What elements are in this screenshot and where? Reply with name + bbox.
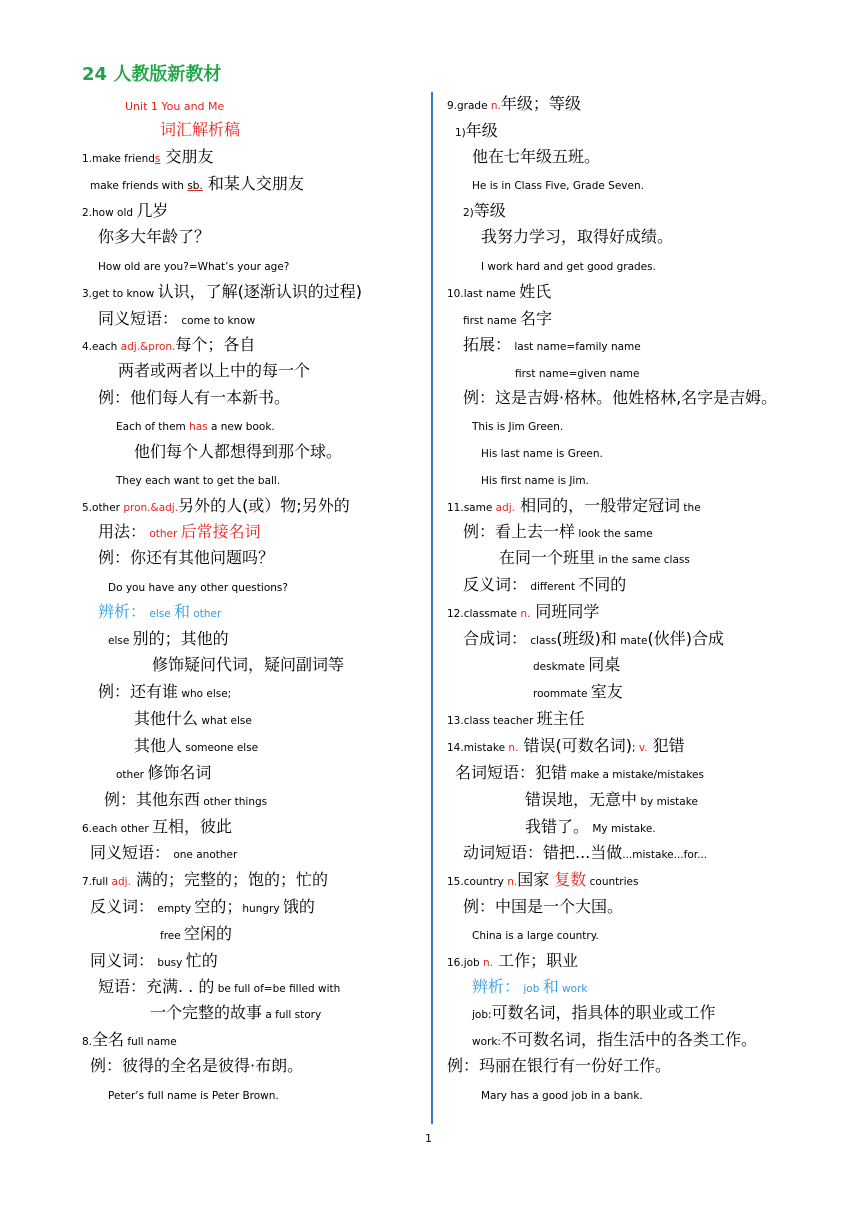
text-segment: 两者或两者以上中的每一个 (118, 361, 311, 380)
right-entry-line (499, 550, 690, 566)
page-title: 24 人教版新教材 (82, 64, 222, 85)
text-segment: 8. (82, 1036, 93, 1048)
text-segment: 另外的人(或）物;另外的 (178, 496, 350, 515)
text-segment: 不同的 (578, 575, 627, 594)
left-entry-line (98, 311, 255, 327)
left-entry-line (98, 257, 289, 273)
text-segment: 忙的 (185, 951, 218, 970)
text-segment: 例：看上去一样 (463, 522, 576, 541)
text-segment: other things (200, 796, 268, 808)
right-entry-line (447, 96, 581, 112)
text-segment: 每个；各自 (175, 335, 256, 354)
text-segment: 辨析： (98, 602, 147, 621)
page-number: 1 (425, 1132, 432, 1145)
left-entry-line (104, 792, 267, 808)
text-segment: work (558, 983, 588, 995)
left-entry-line (82, 149, 213, 165)
right-entry-line (463, 337, 641, 353)
text-segment: 国家 (517, 870, 550, 889)
text-segment: look the same (575, 528, 653, 540)
right-entry-line (463, 390, 777, 406)
left-entry-line (82, 203, 168, 219)
right-entry-line (447, 738, 685, 754)
text-segment: class (527, 635, 557, 647)
text-segment: 空的； (194, 897, 243, 916)
text-segment: different (527, 581, 579, 593)
left-entry-line (108, 578, 288, 594)
text-segment: 2.how old (82, 207, 137, 219)
right-entry-line (463, 899, 623, 915)
text-segment: 年级 (465, 121, 498, 140)
left-entry-line (90, 845, 237, 861)
text-segment: (伙伴)合成 (647, 629, 724, 648)
text-segment: His last name is Green. (481, 448, 603, 460)
left-entry-line (116, 765, 211, 781)
right-entry-line (472, 926, 599, 942)
text-segment: pron.&adj. (123, 502, 179, 514)
text-segment: Do you have any other questions? (108, 582, 288, 594)
right-entry-line (481, 1086, 643, 1102)
text-segment: Each of them (116, 421, 190, 433)
text-segment: make friends with (90, 180, 188, 192)
text-segment: 和 (542, 977, 559, 996)
text-segment: 同班同学 (530, 602, 600, 621)
right-entry-line (472, 1032, 757, 1048)
text-segment: who else; (178, 688, 232, 700)
text-segment: 3.get to know (82, 288, 158, 300)
right-entry-line (447, 711, 585, 727)
right-entry-line (447, 872, 638, 888)
text-segment: 其他什么 (134, 709, 199, 728)
text-segment: 7.full (82, 876, 112, 888)
text-segment: 4.each (82, 341, 121, 353)
text-segment: 他们每个人都想得到那个球。 (134, 442, 343, 461)
left-entry-line (118, 363, 310, 379)
right-entry-line (447, 604, 599, 620)
text-segment: 饿的 (282, 897, 315, 916)
text-segment: make a mistake/mistakes (567, 769, 704, 781)
text-segment: 例：玛丽在银行有一份好工作。 (447, 1056, 672, 1075)
text-segment: n. (520, 608, 531, 620)
right-entry-line (463, 311, 552, 327)
text-segment: Peter’s full name is Peter Brown. (108, 1090, 279, 1102)
text-segment: empty (154, 903, 195, 915)
text-segment: 可数名词，指具体的职业或工作 (491, 1003, 716, 1022)
text-segment: 11.same (447, 502, 496, 514)
text-segment: other (190, 608, 222, 620)
left-entry-line (82, 1032, 177, 1048)
right-entry-line (463, 631, 724, 647)
text-segment: in the same class (595, 554, 690, 566)
text-segment: ; (631, 742, 639, 754)
right-entry-line (472, 417, 563, 433)
text-segment: 用法： (98, 522, 147, 541)
text-segment: 例：他们每人有一本新书。 (98, 388, 291, 407)
text-segment: 名词短语：犯错 (455, 763, 568, 782)
text-segment: last name=family name (511, 341, 641, 353)
text-segment: free (160, 930, 185, 942)
text-segment: 年级；等级 (500, 94, 581, 113)
text-segment: 室友 (590, 682, 623, 701)
text-segment: busy (154, 957, 186, 969)
left-entry-line (108, 1086, 279, 1102)
text-segment: 同义词： (90, 951, 155, 970)
text-segment: other (146, 528, 181, 540)
text-segment: He is in Class Five, Grade Seven. (472, 180, 644, 192)
left-entry-line (82, 819, 232, 835)
text-segment: 例：中国是一个大国。 (463, 897, 624, 916)
text-segment: 几岁 (136, 201, 169, 220)
text-segment: Mary has a good job in a bank. (481, 1090, 643, 1102)
right-entry-line (533, 657, 620, 673)
left-entry-line (108, 631, 229, 647)
text-segment: 15.country (447, 876, 508, 888)
text-segment: a new book. (207, 421, 275, 433)
right-entry-line (515, 364, 639, 380)
left-entry-line (116, 417, 275, 433)
left-entry-line (82, 498, 350, 514)
left-entry-line (90, 1058, 303, 1074)
unit-heading: Unit 1 You and Me (125, 100, 225, 113)
text-segment: How old are you?=What’s your age? (98, 261, 290, 273)
text-segment: 满的；完整的；饱的；忙的 (130, 870, 328, 889)
text-segment: 辨析： (472, 977, 521, 996)
text-segment: 10.last name (447, 288, 520, 300)
left-entry-line (134, 711, 252, 727)
text-segment: 和 (174, 602, 191, 621)
text-segment: 互相，彼此 (152, 817, 233, 836)
text-segment: what else (198, 715, 252, 727)
text-segment: 12.classmate (447, 608, 521, 620)
text-segment: 我努力学习，取得好成绩。 (481, 227, 674, 246)
text-segment: hungry (242, 903, 283, 915)
left-entry-line (98, 550, 274, 566)
column-divider (431, 92, 433, 1124)
right-entry-line (472, 149, 600, 165)
right-entry-line (447, 953, 578, 969)
text-segment: job (520, 983, 543, 995)
text-segment: countries (586, 876, 639, 888)
right-entry-line (481, 229, 673, 245)
text-segment: 13.class teacher (447, 715, 537, 727)
right-entry-line (472, 1005, 716, 1021)
text-segment: 班主任 (536, 709, 585, 728)
text-segment: This is Jim Green. (472, 421, 564, 433)
right-entry-line (463, 845, 707, 861)
text-segment: 同义短语： (98, 309, 179, 328)
left-entry-line (160, 926, 232, 942)
right-entry-line (525, 819, 656, 835)
right-entry-line (447, 498, 701, 514)
left-entry-line (90, 176, 304, 192)
left-entry-line (90, 953, 218, 969)
text-segment: adj. (495, 502, 515, 514)
right-entry-line (447, 284, 551, 300)
text-segment: 2) (463, 207, 474, 219)
text-segment: 同义短语： (90, 843, 171, 862)
text-segment: n. (483, 957, 494, 969)
text-segment: 修饰名词 (147, 763, 212, 782)
left-entry-line (134, 738, 258, 754)
text-segment: 动词短语：错把...当做 (463, 843, 623, 862)
text-segment: 犯错 (647, 736, 685, 755)
text-segment: 例：这是吉姆·格林。他姓格林,名字是吉姆。 (463, 388, 778, 407)
text-segment: 空闲的 (184, 924, 233, 943)
right-entry-line (533, 684, 623, 700)
text-segment: 例：其他东西 (104, 790, 201, 809)
text-segment: has (189, 421, 208, 433)
text-segment: someone else (182, 742, 259, 754)
text-segment: 例：彼得的全名是彼得·布朗。 (90, 1056, 304, 1075)
left-entry-line (98, 979, 340, 995)
right-entry-line (481, 444, 603, 460)
left-entry-line (90, 899, 315, 915)
text-segment: 例：你还有其他问题吗？ (98, 548, 275, 567)
text-segment: 14.mistake (447, 742, 509, 754)
right-entry-line (481, 257, 656, 273)
text-segment: 相同的，一般带定冠词 (515, 496, 681, 515)
text-segment: first name=given name (515, 368, 640, 380)
text-segment: 工作；职业 (493, 951, 579, 970)
text-segment: 和某人交朋友 (202, 174, 304, 193)
text-segment: one another (170, 849, 238, 861)
text-segment: 名字 (519, 309, 552, 328)
left-entry-line (98, 684, 231, 700)
document-subtitle: 词汇解析稿 (160, 120, 241, 139)
right-entry-line (463, 524, 653, 540)
text-segment: 一个完整的故事 (150, 1003, 263, 1022)
text-segment: work: (472, 1036, 501, 1048)
text-segment: (班级)和 (556, 629, 617, 648)
text-segment: 复数 (549, 870, 587, 889)
text-segment: job: (472, 1009, 492, 1021)
text-segment: 后常接名词 (180, 522, 261, 541)
left-entry-line (152, 657, 344, 673)
text-segment: first name (463, 315, 520, 327)
text-segment: sb. (187, 180, 203, 192)
text-segment: 拓展： (463, 335, 512, 354)
text-segment: 1) (455, 127, 466, 139)
text-segment: v. (638, 742, 648, 754)
text-segment: else (108, 635, 133, 647)
right-entry-line (481, 471, 589, 487)
text-segment: n. (508, 742, 519, 754)
text-segment: 他在七年级五班。 (472, 147, 601, 166)
text-segment: 1.make friend (82, 153, 155, 165)
left-entry-line (82, 284, 362, 300)
text-segment: 16.job (447, 957, 484, 969)
text-segment: 认识，了解(逐渐认识的过程) (157, 282, 363, 301)
text-segment: be full of=be filled with (214, 983, 341, 995)
text-segment: 你多大年龄了？ (98, 227, 211, 246)
text-segment: They each want to get the ball. (116, 475, 281, 487)
right-entry-line (455, 123, 498, 139)
left-entry-line (82, 872, 328, 888)
text-segment: adj. (111, 876, 131, 888)
right-entry-line (463, 203, 506, 219)
text-segment: s (154, 153, 161, 165)
right-entry-line (455, 765, 704, 781)
text-segment: 5.other (82, 502, 124, 514)
left-entry-line (82, 337, 255, 353)
text-segment: deskmate (533, 661, 589, 673)
text-segment: roommate (533, 688, 591, 700)
text-segment: a full story (262, 1009, 322, 1021)
text-segment: come to know (178, 315, 256, 327)
text-segment: 6.each other (82, 823, 152, 835)
left-entry-line (98, 229, 210, 245)
text-segment: 修饰疑问代词，疑问副词等 (152, 655, 345, 674)
text-segment: 等级 (473, 201, 506, 220)
text-segment: 我错了。 (525, 817, 590, 836)
text-segment: My mistake. (589, 823, 656, 835)
text-segment: ...mistake...for... (622, 849, 708, 861)
left-entry-line (134, 444, 342, 460)
text-segment: 不可数名词，指生活中的各类工作。 (500, 1030, 757, 1049)
text-segment: 同桌 (588, 655, 621, 674)
text-segment: n. (490, 100, 501, 112)
right-entry-line (472, 176, 644, 192)
text-segment: His first name is Jim. (481, 475, 589, 487)
right-entry-line (463, 577, 626, 593)
right-entry-line (447, 1058, 671, 1074)
left-entry-line (150, 1005, 321, 1021)
text-segment: 全名 (92, 1030, 125, 1049)
text-segment: I work hard and get good grades. (481, 261, 656, 273)
text-segment: by mistake (637, 796, 698, 808)
text-segment: 短语：充满. . 的 (98, 977, 215, 996)
text-segment: China is a large country. (472, 930, 599, 942)
text-segment: 反义词： (463, 575, 528, 594)
text-segment: 错误地，无意中 (525, 790, 638, 809)
text-segment: 其他人 (134, 736, 183, 755)
left-entry-line (98, 604, 221, 620)
left-entry-line (98, 524, 261, 540)
text-segment: the (680, 502, 701, 514)
text-segment: 在同一个班里 (499, 548, 596, 567)
text-segment: other (116, 769, 148, 781)
right-entry-line (525, 792, 698, 808)
text-segment: adj.&pron. (120, 341, 176, 353)
text-segment: 合成词： (463, 629, 528, 648)
text-segment: 9.grade (447, 100, 491, 112)
text-segment: full name (124, 1036, 177, 1048)
text-segment: mate (616, 635, 648, 647)
text-segment: 交朋友 (160, 147, 214, 166)
text-segment: 错误(可数名词) (518, 736, 632, 755)
text-segment: 例：还有谁 (98, 682, 179, 701)
text-segment: n. (507, 876, 518, 888)
text-segment: 反义词： (90, 897, 155, 916)
text-segment: 别的；其他的 (132, 629, 229, 648)
left-entry-line (116, 471, 280, 487)
text-segment: else (146, 608, 174, 620)
left-entry-line (98, 390, 290, 406)
text-segment: 姓氏 (519, 282, 552, 301)
right-entry-line (472, 979, 587, 995)
